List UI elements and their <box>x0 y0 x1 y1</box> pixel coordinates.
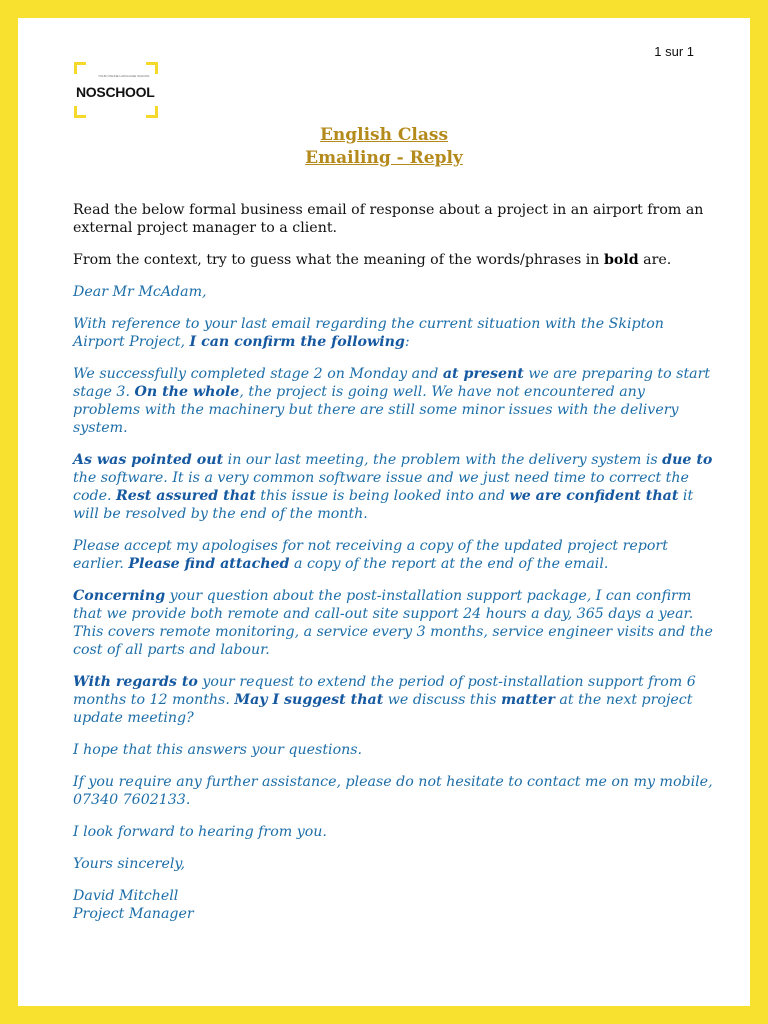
email-p3-text: in our last meeting, the problem with the delivery system is <box>223 452 663 468</box>
email-p4-text: Please accept my apologises for not receiving a copy of the updated project report earlier. <box>73 538 668 572</box>
page-number: 1 sur 1 <box>654 44 694 59</box>
email-p3-bold: Rest assured that <box>116 488 256 504</box>
email-signature-name: David Mitchell <box>73 888 179 904</box>
email-p3-bold: due to <box>662 452 713 468</box>
document-page <box>18 18 750 1006</box>
intro-paragraph-1: Read the below formal business email of response about a project in an airport from an external project manager to a client. <box>73 202 704 236</box>
logo-bracket-bottom-left <box>74 106 86 118</box>
email-p1-bold: I can confirm the following <box>189 334 405 350</box>
logo-bracket-top-right <box>146 62 158 74</box>
title-line-2: Emailing - Reply <box>305 148 463 168</box>
email-paragraph-7: I hope that this answers your questions. <box>73 742 363 758</box>
email-signature-title: Project Manager <box>73 906 194 922</box>
email-p2-text: We successfully completed stage 2 on Monday and <box>73 366 443 382</box>
email-p1-text: With reference to your last email regarding the current situation with the Skipton Airport Project, <box>73 316 664 350</box>
email-paragraph-8: If you require any further assistance, please do not hesitate to contact me on my mobile, 07340 7602133. <box>73 774 713 808</box>
email-p6-text: your request to extend the period of post-installation support from 6 months to 12 months. <box>73 674 696 708</box>
email-p5-text: your question about the post-installation support package, I can confirm that we provide both remote and call-out site support 24 hours a day, 365 days a year. This covers remote monitoring, a service every 3 months, service engineer visits and the cost of all parts and labour. <box>73 588 713 658</box>
title-line-1: English Class <box>319 125 449 145</box>
email-p6-text: at the next project update meeting? <box>73 692 693 726</box>
email-p2-text: , the project is going well. We have not encountered any problems with the machinery but there are still some minor issues with the delivery system. <box>73 384 679 436</box>
intro-p2-text-end: are. <box>638 252 672 268</box>
email-closing: Yours sincerely, <box>73 856 186 872</box>
intro-paragraph-2 <box>73 251 713 269</box>
email-paragraph-2 <box>73 365 713 437</box>
email-paragraph-6 <box>73 673 713 727</box>
email-p3-text: the software. It is a very common software issue and we just need time to correct the code. <box>73 470 689 504</box>
email-p6-bold: matter <box>501 692 555 708</box>
email-p3-text: it will be resolved by the end of the month. <box>73 488 694 522</box>
email-greeting: Dear Mr McAdam, <box>73 284 207 300</box>
document-title <box>18 124 750 170</box>
email-p4-text: a copy of the report at the end of the email. <box>289 556 609 572</box>
email-paragraph-3 <box>73 451 713 523</box>
email-paragraph-4 <box>73 537 713 573</box>
email-p3-bold: As was pointed out <box>73 452 224 468</box>
document-body <box>73 201 713 923</box>
email-p4-bold: Please find attached <box>128 556 290 572</box>
email-p3-bold: we are confident that <box>509 488 679 504</box>
email-p6-text: we discuss this <box>383 692 502 708</box>
email-p2-bold: On the whole <box>134 384 240 400</box>
logo-bracket-top-left <box>74 62 86 74</box>
logo-tagline: YOUR ONLINE LANGUAGE SCHOOL <box>98 74 150 78</box>
email-p6-bold: With regards to <box>73 674 198 690</box>
intro-p2-text: From the context, try to guess what the meaning of the words/phrases in <box>73 252 604 268</box>
email-p1-text-end: : <box>404 334 410 350</box>
email-p6-bold: May I suggest that <box>234 692 384 708</box>
logo-bracket-bottom-right <box>146 106 158 118</box>
email-p3-text: this issue is being looked into and <box>255 488 510 504</box>
email-p2-bold: at present <box>442 366 524 382</box>
email-paragraph-9: I look forward to hearing from you. <box>73 824 327 840</box>
email-paragraph-1 <box>73 315 713 351</box>
logo-wordmark: NOSCHOOL <box>76 84 155 100</box>
noschool-logo <box>74 62 158 118</box>
intro-p2-bold: bold <box>603 252 639 268</box>
email-p2-text: we are preparing to start stage 3. <box>73 366 711 400</box>
email-paragraph-5 <box>73 587 713 659</box>
email-p5-bold: Concerning <box>73 588 166 604</box>
